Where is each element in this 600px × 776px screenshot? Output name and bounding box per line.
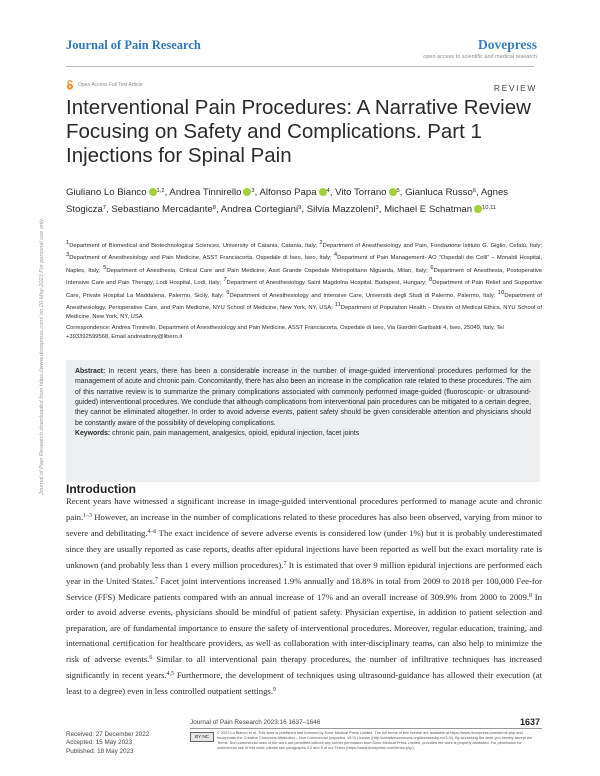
abstract-box — [66, 360, 540, 482]
body-text-run: It is estimated that over 9 million epidural injections are performed each year in the United States. — [66, 559, 542, 587]
date-received: Received: 27 December 2022 — [66, 731, 150, 738]
orcid-icon — [319, 188, 327, 196]
author-name: Andrea Cortegiani — [220, 203, 299, 215]
header-divider — [66, 66, 534, 67]
citation-ref: 9 — [273, 687, 276, 694]
author — [384, 204, 496, 215]
affiliation-text: Department of Anesthesia, Critical Care and Pain Medicine, Asst Grande Ospedale Metropolitano Niguarda, Milan, Italy; — [106, 267, 431, 274]
citation-ref: 7 — [154, 577, 158, 584]
introduction-paragraph — [66, 494, 542, 700]
author-affiliation-number: 7 — [102, 204, 107, 211]
article-dates — [66, 731, 149, 756]
author-affiliation-number: 9 — [298, 204, 302, 211]
abstract-text: In recent years, there has been a considerable increase in the number of image-guided interventional procedures performed for the management of acute and chronic pain. Concomitantly, there has also been an increase in the complication rate related to these procedures. The aim of this narrative review is to summarize the primary complications associated with commonly performed image-guided (fluoroscopic- or ultrasound-guided) interventional procedures. We conclude that although complications from interventional pain procedures can be mitigated to a certain degree, they cannot be eliminated altogether. In order to avoid adverse events, patient safety should be given considerable attention and physicians should be constantly aware of the possibility of developing complications. — [75, 368, 531, 427]
download-watermark: Journal of Pain Research downloaded from https://www.dovepress.com/ on 20-May-2023 For personal use only. — [39, 217, 45, 495]
affiliation-number: 1 — [66, 240, 70, 246]
keywords-text: chronic pain, pain management, analgesics, opioid, epidural injection, facet joints — [110, 430, 360, 438]
affiliation-number: 8 — [428, 277, 433, 284]
date-published: Published: 18 May 2023 — [66, 747, 134, 755]
body-text-run: However, an increase in the number of complications related to these procedures has also been observed, varying from minor to severe and debilitating. — [66, 512, 542, 539]
body-text-run: Furthermore, the development of techniques using ultrasound-guidance has allowed their execution (at least to a degree) even in less controlled outpatient settings. — [66, 670, 543, 697]
article-title: Interventional Pain Procedures: A Narrative Review Focusing on Safety and Complications. Part 1 Injections for Spinal Pain — [66, 96, 531, 167]
body-text-run: The exact incidence of severe adverse events is considered low (under 1%) but it is probably underestimated since they are usually reported as case reports, deaths after epidural injections have been reported as well but the exact mortality rate is unknown (and probably less than 1 every million procedures). — [66, 528, 542, 570]
citation-ref: 7 — [283, 560, 287, 567]
author-name: Sebastiano Mercadante — [111, 203, 213, 215]
footer-divider — [190, 728, 542, 729]
body-text-run: Similar to all interventional pain therapy procedures, the number of infiltrative techniques has increased significantly in recent years. — [66, 654, 542, 681]
affiliation-text: Department of Anesthesiology, Perioperative Care, and Pain Medicine, NYU School of Medicine, New York, NY, USA; — [66, 292, 543, 312]
author-affiliation-number: 3 — [375, 204, 379, 211]
author-affiliation-number: 8 — [212, 204, 216, 211]
author — [405, 187, 476, 198]
affiliation-number: 5 — [103, 264, 107, 271]
author-name: Vito Torrano — [335, 187, 387, 198]
author-name: Gianluca Russo — [405, 187, 473, 198]
author — [221, 204, 302, 215]
article-type: REVIEW — [493, 83, 537, 93]
author-affiliation-number: 10,11 — [482, 204, 497, 211]
citation-ref: 4,5 — [166, 671, 174, 678]
abstract — [75, 367, 531, 429]
author — [335, 187, 400, 198]
author-affiliation-number: 1,2 — [156, 188, 165, 194]
license-text: © 2023 Lo Bianco et al. This work is published and licensed by Dove Medical Press Limited. The full terms of this license are available at https://www.dovepress.com/terms.php and incorporate the Creative Commons Attribution – Non Commercial (unported, v3.0) License (http://creativecommons.org/licenses/by-nc/3.0/). By accessing the work you hereby accept the Terms. Non-commercial uses of the work are permitted without any further permission from Dove Medical Press Limited, provided the work is properly attributed. For permission for commercial use of this work, please see paragraphs 4.2 and 5 of our Terms (https://www.dovepress.com/terms.php). — [217, 731, 533, 751]
section-heading-introduction: Introduction — [66, 482, 136, 496]
citation-ref: 6 — [149, 655, 153, 662]
page-number: 1637 — [519, 717, 540, 727]
affiliation-text: Department of Anesthesiology and Intensive Care, Università degli Studi di Palermo, Palermo, Italy; — [229, 292, 498, 299]
affiliation-number: 6 — [430, 264, 434, 271]
author — [307, 204, 379, 215]
affiliation-text: Department of Anesthesiology and Pain Medicine, ASST Franciacorta, Ospedale di Iseo, Iseo, Italy; — [69, 255, 334, 262]
orcid-icon — [149, 188, 157, 196]
affiliation-number: 9 — [226, 289, 230, 296]
orcid-icon — [474, 205, 482, 213]
citation-ref: 1–3 — [83, 513, 92, 520]
author — [111, 204, 216, 215]
author-affiliation-number: 6 — [472, 188, 477, 194]
affiliation-text: Department of Anesthesia, Postoperative Intensive Care and Pain Therapy, Lodi Hospital, Lodi, Italy; — [66, 267, 543, 287]
author-affiliation-number: 5 — [396, 188, 400, 194]
citation-ref: 4–6 — [147, 529, 157, 536]
affiliation-text: Department of Anesthesiology and Pain, Fondazione Istituto G. Giglio, Cefalù, Italy; — [322, 243, 542, 249]
author-name: Michael E Schatman — [384, 203, 473, 215]
publisher-tagline: open access to scientific and medical research — [423, 54, 537, 60]
author-name: Andrea Tinnirello — [169, 187, 242, 198]
author-affiliation-number: 4 — [326, 188, 330, 194]
author — [259, 187, 329, 198]
affiliation-number: 3 — [66, 252, 70, 259]
open-access-label — [66, 80, 142, 90]
keywords-label: Keywords: — [75, 430, 111, 438]
correspondence: Correspondence: Andrea Tinnirello, Department of Anesthesiology and Pain Medicine, ASST Franciacorta, Ospedale di Iseo, Via Giardini Garibaldi 4, Iseo, 25049, Italy, Tel +393392599568, Email andreatinny@libero.it — [66, 325, 504, 341]
affiliation-number: 10 — [497, 289, 505, 296]
cc-license-badge: BY NC — [190, 732, 214, 742]
affiliation-number: 2 — [319, 240, 323, 246]
body-text-run: In order to avoid adverse events, physicians should be mindful of patient safety. Physician expertise, in addition to patient selection and preparation, are of fundamental importance to ensure the safety of interventional procedures. Moreover, regular education, training, and international certification for healthcare providers, as well as collaboration with inter-disciplinary teams, can also help to minimize the risk of adverse events. — [66, 592, 542, 665]
affiliation-text: Department of Population Health – Division of Medical Ethics, NYU School of Medicine, New York, NY, USA — [66, 305, 542, 321]
abstract-label: Abstract: — [75, 368, 106, 375]
affiliation-text: Department of Pain Relief and Supportive Care, Private Hospital La Maddalena, Palermo, Sicily, Italy; — [66, 280, 543, 299]
body-text-run: Recent years have witnessed a significant increase in image-guided interventional procedures performed to manage acute and chronic pain. — [66, 496, 542, 523]
affiliations — [66, 239, 542, 323]
affiliation-number: 7 — [223, 277, 227, 284]
author-affiliation-number: 3 — [251, 188, 255, 194]
author-name: Alfonso Papa — [259, 187, 317, 198]
open-access-text: Open Access Full Text Article — [78, 82, 143, 88]
publisher-logo: Dovepress — [478, 37, 537, 52]
affiliation-number: 4 — [333, 252, 338, 259]
keywords — [75, 429, 531, 439]
author-name: Giuliano Lo Bianco — [66, 187, 147, 198]
open-lock-icon — [66, 80, 74, 90]
orcid-icon — [389, 188, 397, 196]
author — [66, 187, 165, 198]
affiliation-text: Department of Biomedical and Biotechnological Sciences, University of Catania, Catania, Italy; — [69, 243, 320, 249]
author-list: Giuliano Lo Bianco $^{1,2}$, Andrea Tinnirello $^3$, Alfonso Papa $^4$, Vito Torrano $^5$, Gianluca Russo$^6$, Agnes Stogicza$^7$, Sebastiano Mercadante$^8$, Andrea Cortegiani$^9$, Silvia Mazzoleni$^3$, Michael E Schatman $^{10,11}$ — [66, 187, 509, 215]
date-accepted: Accepted: 15 May 2023 — [66, 739, 133, 747]
journal-name: Journal of Pain Research — [66, 38, 201, 52]
author — [169, 187, 254, 198]
affiliation-text: Department of Pain Management- AO “Ospedali dei Colli” – Monaldi Hospital, Naples, Italy; — [66, 255, 542, 274]
author-name: Silvia Mazzoleni — [306, 203, 376, 215]
affiliation-number: 11 — [334, 302, 341, 309]
footer-citation: Journal of Pain Research 2023:16 1637–1646 — [190, 719, 321, 726]
citation-ref: 8 — [529, 593, 532, 600]
author-name: Agnes Stogicza — [66, 187, 509, 215]
affiliation-text: Department of Anesthesiology Saint Magdolna Hospital, Budapest, Hungary; — [226, 280, 429, 287]
body-text-run: Facet joint interventions increased 1.9% annually and 18.8% in total from 2009 to 2018 per 100,000 Fee-for Service (FFS) Medicare patients compared with an annual increase of 17% and an overall increase of 309.9% from 2000 to 2009. — [66, 576, 542, 603]
